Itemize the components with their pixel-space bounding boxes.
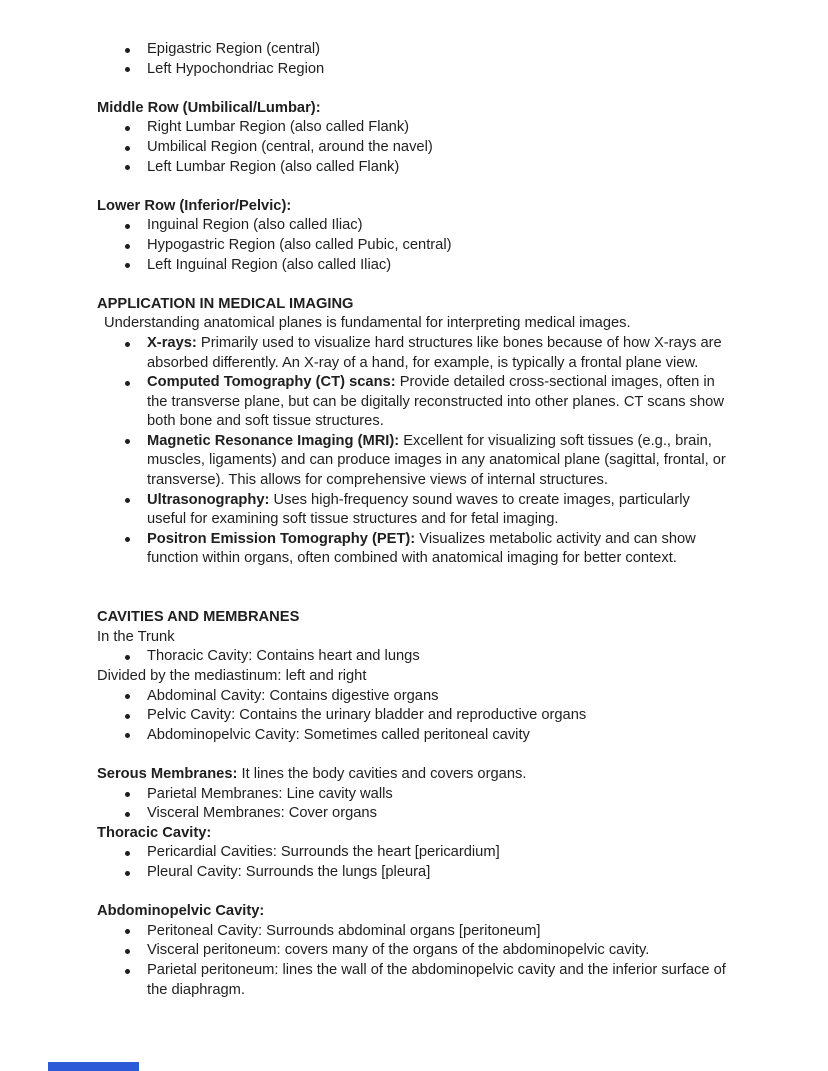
bullet-item: Peritoneal Cavity: Surrounds abdominal organs [peritoneum] [97,922,733,942]
bullet-item: Parietal peritoneum: lines the wall of the abdominopelvic cavity and the inferior surface of the diaphragm. [97,961,733,1000]
bullet-item: Magnetic Resonance Imaging (MRI): Excellent for visualizing soft tissues (e.g., brain, muscles, ligaments) and can produce images in any anatomical plane (sagittal, frontal, or transverse). This allows for comprehensive views of internal structures. [97,432,733,491]
bullet-item: Hypogastric Region (also called Pubic, central) [97,236,733,256]
document-body [97,40,733,1000]
section-heading: APPLICATION IN MEDICAL IMAGING [97,295,354,312]
paragraph: Serous Membranes: It lines the body cavities and covers organs. [97,765,527,782]
bullet-item: Parietal Membranes: Line cavity walls [97,785,733,805]
bullet-item: Positron Emission Tomography (PET): Visualizes metabolic activity and can show function within organs, often combined with anatomical imaging for better context. [97,530,733,569]
bullet-item: Pericardial Cavities: Surrounds the heart [pericardium] [97,843,733,863]
bullet-item: Left Lumbar Region (also called Flank) [97,158,733,178]
bullet-item: Abdominopelvic Cavity: Sometimes called peritoneal cavity [97,726,733,746]
section-heading: Lower Row (Inferior/Pelvic): [97,197,292,214]
blank-line [97,883,733,903]
bullet-item: Visceral Membranes: Cover organs [97,804,733,824]
bullet-item: Pleural Cavity: Surrounds the lungs [pleura] [97,863,733,883]
bold-lead-text: Magnetic Resonance Imaging (MRI): [147,432,400,449]
bold-lead-text: Serous Membranes: [97,765,238,782]
bold-lead-text: Ultrasonography: [147,491,270,508]
bullet-item: Computed Tomography (CT) scans: Provide detailed cross-sectional images, often in the transverse plane, but can be digitally reconstructed into other planes. CT scans show both bone and soft tissue structures. [97,373,733,432]
bullet-item: Ultrasonography: Uses high-frequency sound waves to create images, particularly useful for examining soft tissue structures and for fetal imaging. [97,491,733,530]
bold-lead-text: X-rays: [147,334,197,351]
paragraph: In the Trunk [97,628,175,645]
bullet-item: Left Hypochondriac Region [97,60,733,80]
blank-line [97,79,733,99]
bullet-item: X-rays: Primarily used to visualize hard structures like bones because of how X-rays are absorbed differently. An X-ray of a hand, for example, is typically a frontal plane view. [97,334,733,373]
bullet-item: Umbilical Region (central, around the navel) [97,138,733,158]
section-heading: Middle Row (Umbilical/Lumbar): [97,99,321,116]
bold-lead-text: Positron Emission Tomography (PET): [147,530,416,547]
bullet-item: Epigastric Region (central) [97,40,733,60]
bullet-item: Abdominal Cavity: Contains digestive organs [97,687,733,707]
blank-line [97,569,733,608]
section-heading: Abdominopelvic Cavity: [97,903,265,920]
bullet-item: Pelvic Cavity: Contains the urinary bladder and reproductive organs [97,706,733,726]
bullet-item: Inguinal Region (also called Iliac) [97,216,733,236]
paragraph: Divided by the mediastinum: left and right [97,668,367,684]
next-page-element-edge [48,1062,139,1071]
bullet-item: Left Inguinal Region (also called Iliac) [97,256,733,276]
blank-line [97,177,733,197]
bullet-item: Thoracic Cavity: Contains heart and lungs [97,647,733,667]
bullet-item: Right Lumbar Region (also called Flank) [97,118,733,138]
blank-line [97,745,733,765]
section-heading: CAVITIES AND MEMBRANES [97,609,300,626]
bold-lead-text: Computed Tomography (CT) scans: [147,374,396,391]
bullet-item: Visceral peritoneum: covers many of the organs of the abdominopelvic cavity. [97,941,733,961]
blank-line [97,275,733,295]
paragraph: Understanding anatomical planes is fundamental for interpreting medical images. [104,315,631,332]
section-heading: Thoracic Cavity: [97,824,212,841]
